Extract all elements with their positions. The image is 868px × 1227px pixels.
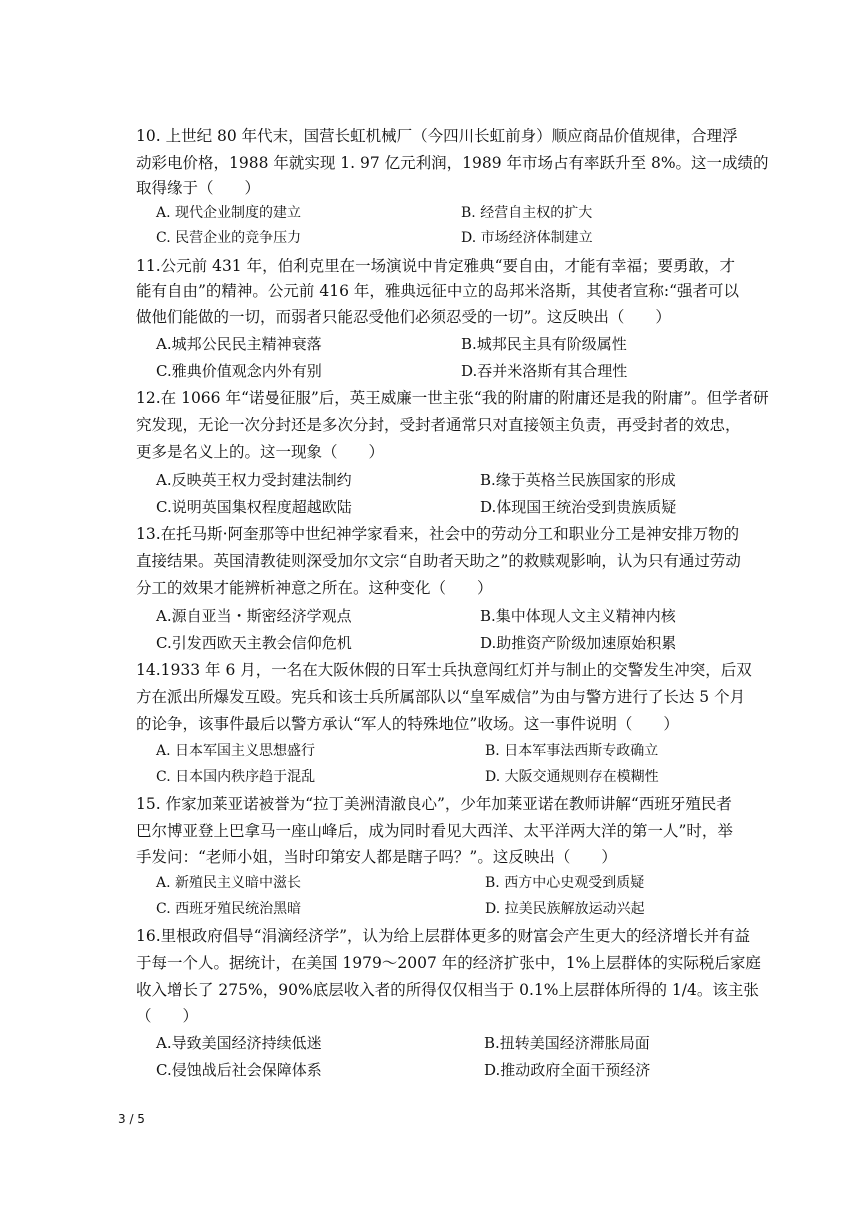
question-text-line: 究发现，无论一次分封还是多次分封，受封者通常只对直接领主负责，再受封者的效忠， bbox=[136, 416, 741, 434]
option-c: C.侵蚀战后社会保障体系 bbox=[156, 1061, 322, 1079]
option-d: D.推动政府全面干预经济 bbox=[484, 1061, 651, 1079]
question-text-line: 做他们能做的一切，而弱者只能忍受他们必须忍受的一切”。这反映出（ ） bbox=[136, 308, 671, 326]
question-text-line: 13.在托马斯·阿奎那等中世纪神学家看来，社会中的劳动分工和职业分工是神安排万物的 bbox=[136, 525, 740, 543]
question-text-line: 动彩电价格，1988 年就实现 1. 97 亿元利润，1989 年市场占有率跃升至 8%。这一成绩的 bbox=[136, 154, 769, 172]
question-text-line: 12.在 1066 年“诺曼征服”后，英王威廉一世主张“我的附庸的附庸还是我的附庸”。但学者研 bbox=[136, 389, 769, 407]
option-a: A. 新殖民主义暗中滋长 bbox=[156, 875, 302, 891]
page-number: 3 / 5 bbox=[118, 1112, 145, 1126]
option-b: B.扭转美国经济滞胀局面 bbox=[484, 1034, 650, 1052]
question-text-line: 收入增长了 275%，90%底层收入者的所得仅仅相当于 0.1%上层群体所得的 1/4。该主张 bbox=[136, 981, 759, 999]
option-b: B.城邦民主具有阶级属性 bbox=[461, 335, 627, 353]
option-a: A.城邦公民民主精神衰落 bbox=[156, 335, 322, 353]
question-text-line: 更多是名义上的。这一现象（ ） bbox=[136, 443, 385, 461]
question-text-line: 分工的效果才能辨析神意之所在。这种变化（ ） bbox=[136, 579, 493, 597]
question-text-line: 取得缘于（ ） bbox=[136, 179, 261, 197]
question-text-line: 15. 作家加莱亚诺被誉为“拉丁美洲清澈良心”，少年加莱亚诺在教师讲解“西班牙殖民者 bbox=[136, 795, 732, 813]
option-d: D.助推资产阶级加速原始积累 bbox=[480, 634, 677, 652]
option-a: A.导致美国经济持续低迷 bbox=[156, 1034, 322, 1052]
option-b: B.缘于英格兰民族国家的形成 bbox=[480, 471, 676, 489]
question-text-line: 16.里根政府倡导“涓滴经济学”，认为给上层群体更多的财富会产生更大的经济增长并有益 bbox=[136, 927, 751, 945]
question-text-line: 手发问：“老师小姐，当时印第安人都是瞎子吗？”。这反映出（ ） bbox=[136, 848, 617, 866]
question-text-line: 巴尔博亚登上巴拿马一座山峰后，成为同时看见大西洋、太平洋两大洋的第一人”时，举 bbox=[136, 822, 733, 840]
option-d: D. 大阪交通规则存在模糊性 bbox=[485, 769, 659, 785]
option-a: A.源自亚当・斯密经济学观点 bbox=[156, 607, 352, 625]
option-a: A. 日本军国主义思想盛行 bbox=[156, 743, 316, 759]
option-c: C.雅典价值观念内外有别 bbox=[156, 362, 322, 380]
option-a: A. 现代企业制度的建立 bbox=[156, 205, 302, 221]
option-c: C. 日本国内秩序趋于混乱 bbox=[156, 769, 316, 785]
question-text-line: 的论争，该事件最后以警方承认“军人的特殊地位”收场。这一事件说明（ ） bbox=[136, 715, 679, 733]
option-d: D.吞并米洛斯有其合理性 bbox=[461, 362, 628, 380]
option-d: D. 市场经济体制建立 bbox=[461, 230, 593, 246]
option-c: C.引发西欧天主教会信仰危机 bbox=[156, 634, 352, 652]
option-d: D. 拉美民族解放运动兴起 bbox=[485, 901, 645, 917]
question-text-line: （ ） bbox=[136, 1007, 199, 1025]
option-d: D.体现国王统治受到贵族质疑 bbox=[480, 498, 677, 516]
option-c: C. 西班牙殖民统治黑暗 bbox=[156, 901, 302, 917]
question-text-line: 能有自由”的精神。公元前 416 年，雅典远征中立的岛邦米洛斯，其使者宣称:“强者可以 bbox=[136, 282, 740, 300]
question-text-line: 方在派出所爆发互殴。宪兵和该士兵所属部队以“皇军威信”为由与警方进行了长达 5 个月 bbox=[136, 688, 746, 706]
option-b: B. 西方中心史观受到质疑 bbox=[485, 875, 645, 891]
question-text-line: 于每一个人。据统计，在美国 1979～2007 年的经济扩张中，1%上层群体的实际税后家庭 bbox=[136, 954, 761, 972]
question-text-line: 14.1933 年 6 月，一名在大阪休假的日军士兵执意闯红灯并与制止的交警发生冲突，后双 bbox=[136, 661, 752, 679]
question-text-line: 11.公元前 431 年，伯利克里在一场演说中肯定雅典“要自由，才能有幸福；要勇敢，才 bbox=[136, 257, 736, 275]
option-c: C.说明英国集权程度超越欧陆 bbox=[156, 498, 352, 516]
question-text-line: 直接结果。英国清教徒则深受加尔文宗“自助者天助之”的救赎观影响，认为只有通过劳动 bbox=[136, 552, 741, 570]
option-b: B. 日本军事法西斯专政确立 bbox=[485, 743, 659, 759]
option-b: B.集中体现人文主义精神内核 bbox=[480, 607, 676, 625]
option-a: A.反映英王权力受封建法制约 bbox=[156, 471, 352, 489]
option-b: B. 经营自主权的扩大 bbox=[461, 205, 593, 221]
option-c: C. 民营企业的竞争压力 bbox=[156, 230, 302, 246]
question-text-line: 10. 上世纪 80 年代末，国营长虹机械厂（今四川长虹前身）顺应商品价值规律，合理浮 bbox=[136, 127, 738, 145]
